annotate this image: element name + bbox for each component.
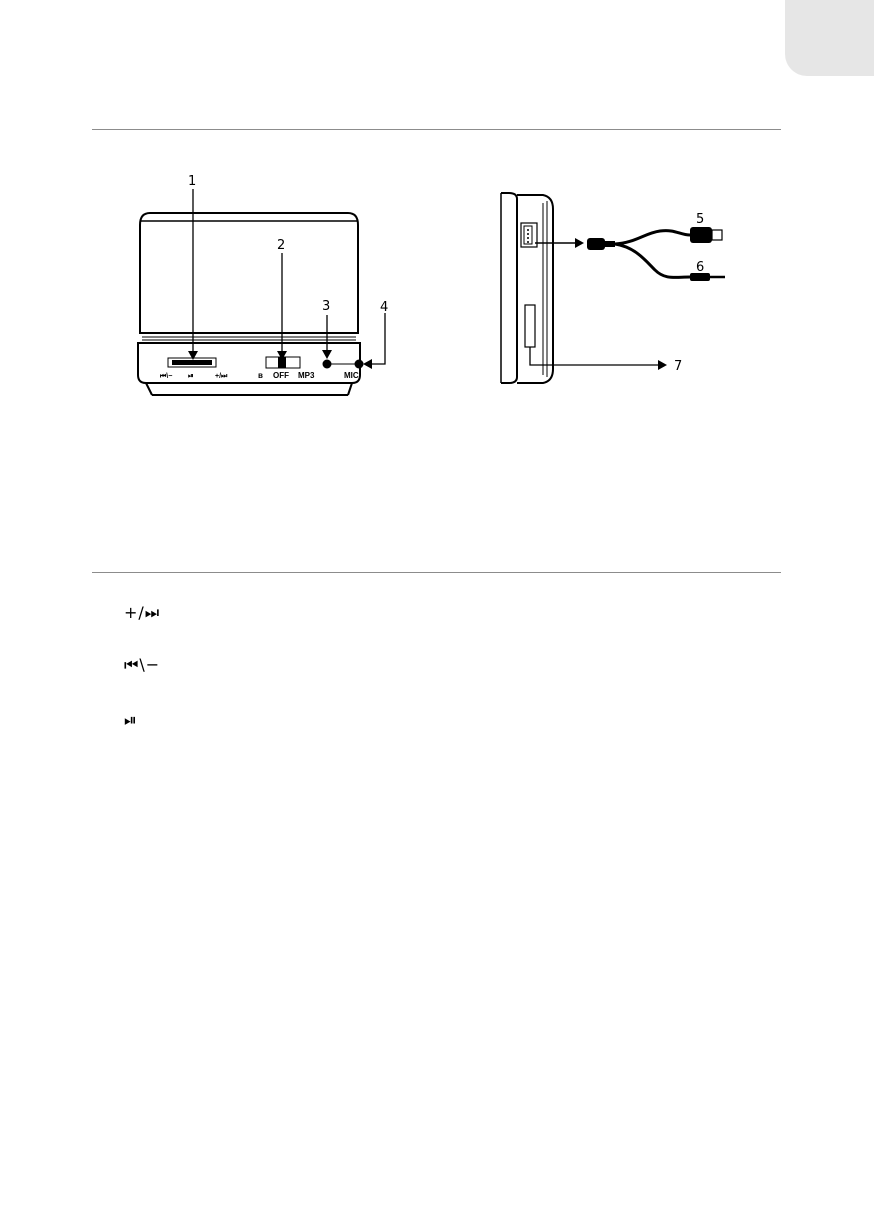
- callout-7: 7: [674, 359, 683, 374]
- label-play-pause: ⏯: [188, 373, 194, 380]
- plus-next-icon: +/⏭: [124, 603, 161, 622]
- speaker-front-diagram: [130, 165, 400, 405]
- label-prev-minus: ⏮\−: [160, 373, 173, 380]
- prev-minus-icon: ⏮\−: [124, 655, 161, 674]
- legend-row-prev-minus: [124, 652, 160, 678]
- callout-3: 3: [322, 299, 331, 314]
- section-divider-top: [92, 129, 781, 130]
- callout-6: 6: [696, 260, 705, 275]
- play-pause-icon: ⏯: [124, 710, 138, 729]
- callout-1: 1: [188, 174, 197, 189]
- label-plus-next: +/⏭: [215, 373, 228, 380]
- page-corner-tab: [785, 0, 874, 76]
- legend-row-plus-next: [124, 600, 160, 626]
- label-mp3: MP3: [298, 371, 315, 380]
- callout-5: 5: [696, 212, 705, 227]
- label-mic: MIC: [344, 371, 359, 380]
- callout-2: 2: [277, 238, 286, 253]
- label-off: OFF: [273, 371, 289, 380]
- legend-row-play-pause: [124, 707, 138, 733]
- callout-4: 4: [380, 300, 389, 315]
- speaker-side-diagram: [485, 185, 745, 395]
- section-divider-bottom: [92, 572, 781, 573]
- label-bluetooth: ʙ: [258, 371, 263, 380]
